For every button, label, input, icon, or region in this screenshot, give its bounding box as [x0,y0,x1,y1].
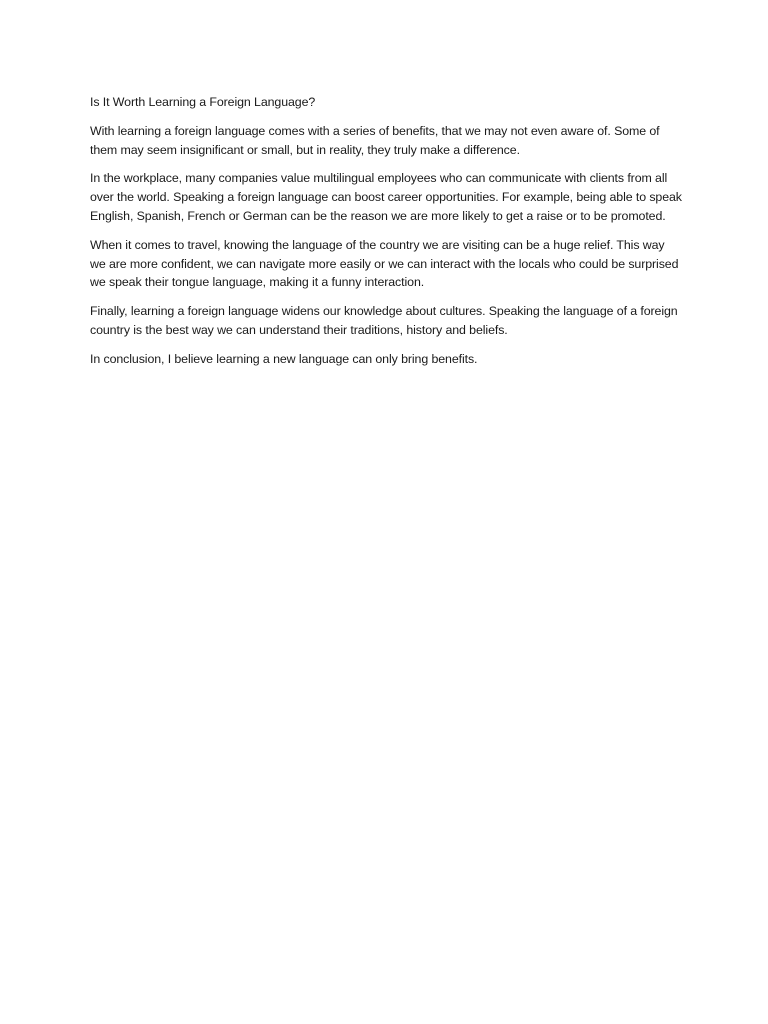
paragraph-cultures: Finally, learning a foreign language widens our knowledge about cultures. Speaking the language of a foreign country is the best way we can understand their traditions, history and beliefs. [90,304,678,337]
document-body [90,93,682,379]
paragraph-travel: When it comes to travel, knowing the language of the country we are visiting can be a huge relief. This way we are more confident, we can navigate more easily or we can interact with the locals who could be surprised we speak their tongue language, making it a funny interaction. [90,237,679,290]
document-title: Is It Worth Learning a Foreign Language? [90,95,316,109]
paragraph-workplace: In the workplace, many companies value multilingual employees who can communicate with clients from all over the world. Speaking a foreign language can boost career opportunities. For example, being able to speak English, Spanish, French or German can be the reason we are more likely to get a raise or to be promoted. [90,171,682,223]
paragraph-benefits-intro: With learning a foreign language comes with a series of benefits, that we may not even aware of. Some of them may seem insignificant or small, but in reality, they truly make a difference. [90,123,660,157]
paragraph-conclusion: In conclusion, I believe learning a new language can only bring benefits. [90,351,478,366]
